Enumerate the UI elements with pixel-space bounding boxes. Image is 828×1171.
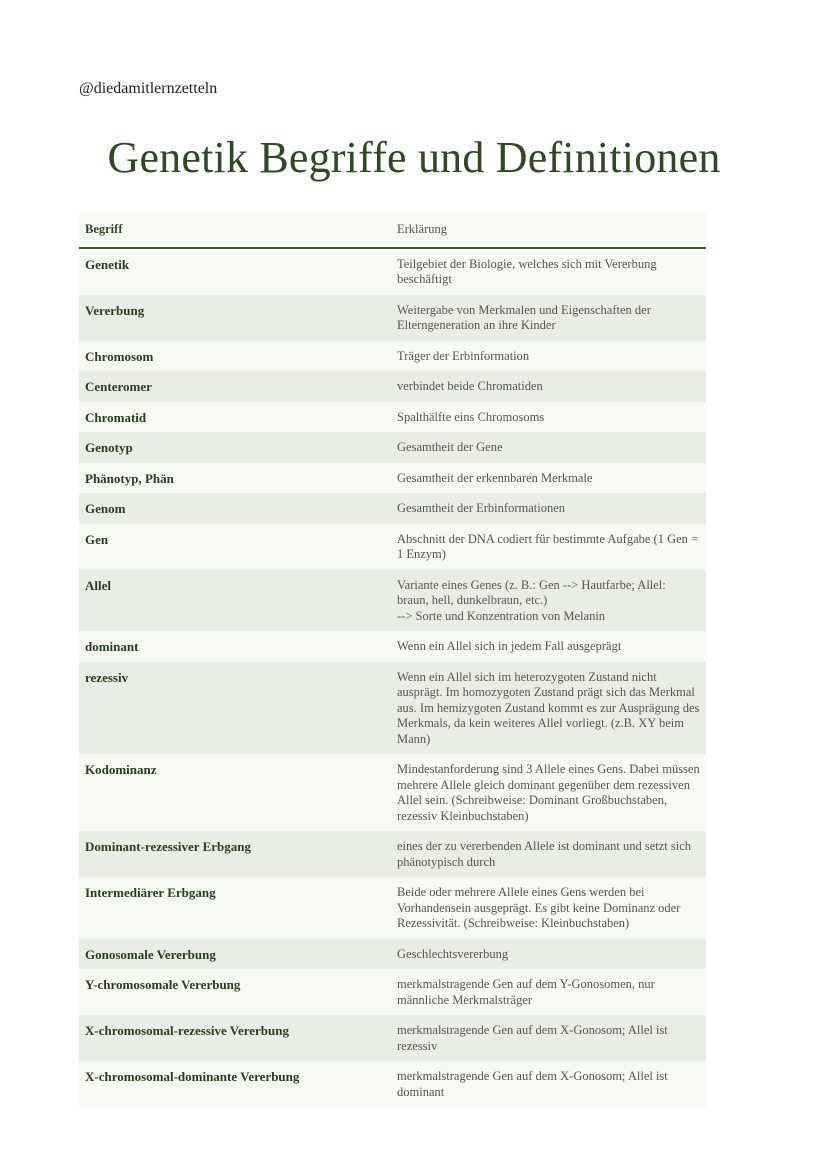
term-cell: Centeromer	[85, 379, 152, 394]
table-row	[79, 371, 706, 402]
term-cell: dominant	[85, 639, 139, 654]
definition-cell: Beide oder mehrere Allele eines Gens werden bei Vorhandensein ausgeprägt. Es gibt keine Dominanz oder Rezessivität. (Schreibweise: Kleinbuchstaben)	[397, 885, 681, 930]
definition-cell: Gesamtheit der erkennbaren Merkmale	[397, 470, 593, 485]
table-row	[79, 631, 706, 662]
term-cell: Chromosom	[85, 348, 154, 364]
table-row	[79, 662, 706, 755]
definition-cell: Abschnitt der DNA codiert für bestimmte Aufgabe (1 Gen = 1 Enzym)	[397, 531, 699, 561]
definition-cell: merkmalstragende Gen auf dem X-Gonosom; Allel ist rezessiv	[397, 1023, 668, 1053]
definition-cell: merkmalstragende Gen auf dem X-Gonosom; Allel ist dominant	[397, 1069, 668, 1099]
page-title: Genetik Begriffe und Definitionen	[107, 133, 721, 182]
table-header-row	[79, 213, 706, 248]
term-cell: Genotyp	[85, 440, 133, 455]
table-row	[79, 570, 706, 632]
term-cell: Kodominanz	[85, 762, 157, 777]
term-cell: X-chromosomal-rezessive Vererbung	[85, 1023, 290, 1038]
table-row	[79, 493, 706, 524]
table-row	[79, 402, 706, 433]
term-cell: X-chromosomal-dominante Vererbung	[85, 1069, 300, 1084]
definition-cell: Teilgebiet der Biologie, welches sich mit Vererbung beschäftigt	[397, 256, 657, 286]
term-cell: Genom	[85, 501, 126, 516]
definition-cell: Gesamtheit der Erbinformationen	[397, 501, 565, 515]
definition-cell: Mindestanforderung sind 3 Allele eines Gens. Dabei müssen mehrere Allele gleich dominant gegenüber dem rezessiven Allel sein. (Schreibweise: Dominant Großbuchstaben, rezessiv Kleinbuchstaben)	[397, 762, 700, 823]
definition-cell: eines der zu vererbenden Allele ist dominant und setzt sich phänotypisch durch	[397, 839, 692, 869]
definition-cell: Geschlechtsvererbung	[397, 946, 509, 961]
term-cell: Chromatid	[85, 409, 147, 425]
table-row	[79, 295, 706, 341]
table-row	[79, 1015, 706, 1061]
table-row	[79, 432, 706, 463]
term-cell: Gonosomale Vererbung	[85, 946, 216, 962]
table-row	[79, 877, 706, 939]
table-row	[79, 831, 706, 877]
definition-cell: merkmalstragende Gen auf dem Y-Gonosomen, nur männliche Merkmalsträger	[397, 977, 655, 1007]
column-header-term: Begriff	[79, 213, 391, 248]
table-row	[79, 524, 706, 570]
definition-cell: Gesamtheit der Gene	[397, 440, 503, 454]
term-cell: Genetik	[85, 256, 130, 272]
term-cell: Intermediärer Erbgang	[85, 885, 216, 900]
term-cell: Allel	[85, 577, 111, 593]
definition-cell: Wenn ein Allel sich in jedem Fall ausgeprägt	[397, 639, 622, 653]
author-handle: @diedamitlernzetteln	[79, 80, 218, 97]
definition-cell: verbindet beide Chromatiden	[397, 379, 543, 393]
term-cell: Phänotyp, Phän	[85, 470, 174, 486]
glossary-table	[79, 213, 706, 1107]
table-row	[79, 939, 706, 970]
table-body	[79, 248, 706, 1108]
definition-cell: Träger der Erbinformation	[397, 348, 530, 363]
term-cell: rezessiv	[85, 669, 129, 685]
definition-cell: Variante eines Genes (z. B.: Gen --> Hautfarbe; Allel: braun, hell, dunkelbraun, etc.) --> Sorte und Konzentration von Melanin	[397, 577, 666, 623]
term-cell: Y-chromosomale Vererbung	[85, 977, 241, 992]
definition-cell: Weitergabe von Merkmalen und Eigenschaften der Elterngeneration an ihre Kinder	[397, 302, 651, 332]
table-row	[79, 969, 706, 1015]
table-row	[79, 341, 706, 372]
term-cell: Vererbung	[85, 302, 145, 318]
definition-cell: Spalthälfte eins Chromosoms	[397, 409, 545, 424]
definition-cell: Wenn ein Allel sich im heterozygoten Zustand nicht ausprägt. Im homozygoten Zustand prägt sich das Merkmal aus. Im hemizygoten Zustand kommt es zur Ausprägung des Merkmals, da kein weiteres Allel vorliegt. (z.B. XY beim Mann)	[397, 669, 700, 746]
table-row	[79, 754, 706, 831]
table-row	[79, 463, 706, 494]
table-row	[79, 248, 706, 295]
term-cell: Gen	[85, 531, 109, 547]
term-cell: Dominant-rezessiver Erbgang	[85, 839, 251, 854]
table-row	[79, 1061, 706, 1107]
column-header-definition: Erklärung	[391, 213, 706, 248]
